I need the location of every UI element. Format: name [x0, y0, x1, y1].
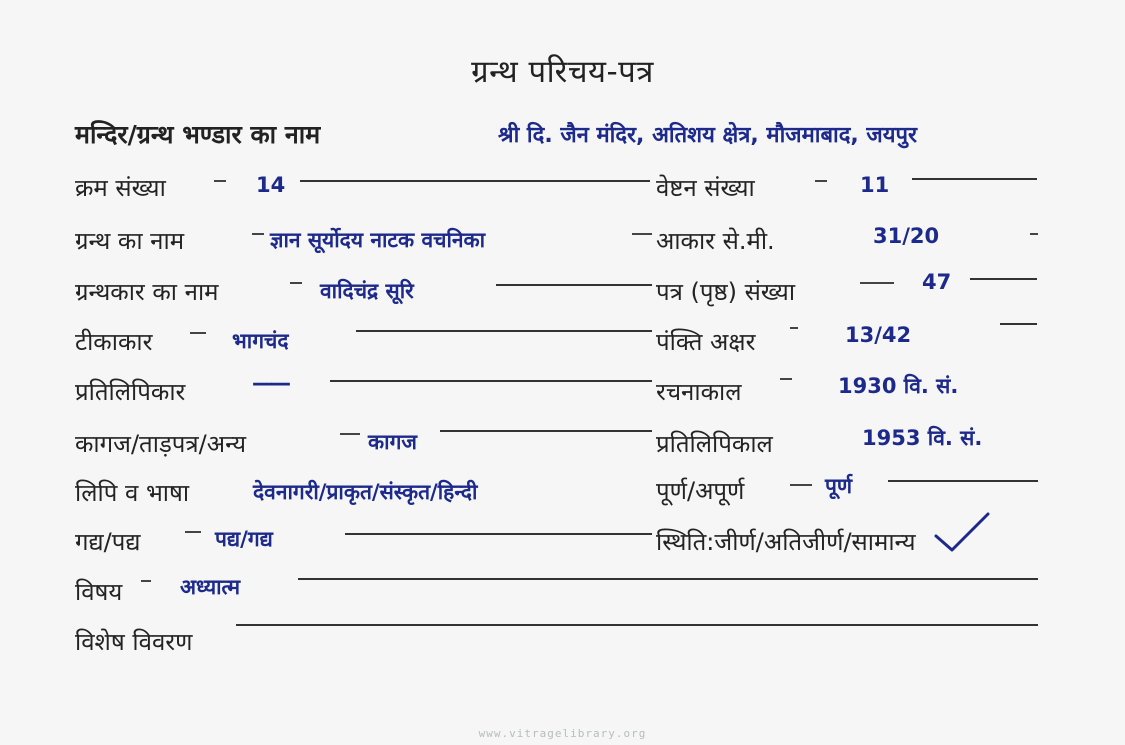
- bhandar-label: मन्दिर/ग्रन्थ भण्डार का नाम: [75, 120, 321, 149]
- tick-mark: [860, 282, 894, 284]
- composition-period-label: रचनाकाल: [656, 378, 742, 406]
- complete-incomplete-value: पूर्ण: [825, 474, 853, 498]
- field-line: [496, 284, 652, 286]
- tick-mark: [790, 327, 798, 329]
- watermark-text: www.vitragelibrary.org: [478, 727, 647, 740]
- serial-number-label: क्रम संख्या: [75, 174, 166, 202]
- field-line: [345, 533, 652, 535]
- book-name-value: ज्ञान सूर्योदय नाटक वचनिका: [270, 228, 486, 252]
- checkmark-icon: [932, 510, 992, 554]
- commentator-label: टीकाकार: [75, 328, 153, 356]
- size-label: आकार से.मी.: [656, 227, 775, 255]
- condition-label: स्थिति:जीर्ण/अतिजीर्ण/सामान्य: [656, 528, 916, 556]
- field-line: [300, 180, 650, 182]
- field-line: [236, 624, 1038, 626]
- author-value: वादिचंद्र सूरि: [320, 279, 414, 303]
- field-line: [1000, 323, 1037, 325]
- field-line: [888, 480, 1038, 482]
- copy-period-value: 1953 वि. सं.: [862, 426, 983, 450]
- prose-verse-label: गद्य/पद्य: [75, 528, 141, 556]
- form-title: ग्रन्थ परिचय-पत्र: [471, 54, 654, 90]
- tick-mark: [190, 332, 206, 334]
- tick-mark: [290, 282, 302, 284]
- material-value: कागज: [368, 430, 417, 454]
- bhandar-value: श्री दि. जैन मंदिर, अतिशय क्षेत्र, मौजमाबाद, जयपुर: [498, 123, 918, 148]
- author-label: ग्रन्थकार का नाम: [75, 278, 219, 306]
- prose-verse-value: पद्य/गद्य: [215, 527, 273, 551]
- tick-mark: [1030, 233, 1038, 235]
- tick-mark: [780, 378, 792, 380]
- tick-mark: [185, 531, 201, 533]
- field-line: [330, 380, 652, 382]
- copyist-value: ——: [252, 371, 288, 395]
- book-name-label: ग्रन्थ का नाम: [75, 227, 185, 255]
- copyist-label: प्रतिलिपिकार: [75, 378, 186, 406]
- field-line: [298, 578, 1038, 580]
- tick-mark: [214, 180, 226, 182]
- copy-period-label: प्रतिलिपिकाल: [656, 430, 773, 458]
- field-line: [970, 278, 1037, 280]
- material-label: कागज/ताड़पत्र/अन्य: [75, 430, 247, 458]
- tick-mark: [141, 580, 151, 582]
- composition-period-value: 1930 वि. सं.: [838, 374, 959, 398]
- commentator-value: भागचंद: [232, 329, 289, 353]
- tick-mark: [252, 233, 264, 235]
- bundle-number-value: 11: [860, 173, 890, 197]
- subject-label: विषय: [75, 578, 123, 606]
- bundle-number-label: वेष्टन संख्या: [656, 174, 755, 202]
- complete-incomplete-label: पूर्ण/अपूर्ण: [656, 477, 745, 505]
- page-count-value: 47: [922, 270, 952, 294]
- tick-mark: [340, 433, 360, 435]
- page-count-label: पत्र (पृष्ठ) संख्या: [656, 278, 796, 306]
- tick-mark: [790, 484, 812, 486]
- tick-mark: [815, 180, 827, 182]
- subject-value: अध्यात्म: [180, 575, 241, 599]
- tick-mark: [632, 233, 652, 235]
- size-value: 31/20: [873, 224, 940, 248]
- field-line: [912, 178, 1037, 180]
- script-language-value: देवनागरी/प्राकृत/संस्कृत/हिन्दी: [253, 480, 478, 504]
- field-line: [356, 330, 652, 332]
- field-line: [440, 430, 652, 432]
- line-letters-label: पंक्ति अक्षर: [656, 328, 756, 356]
- details-label: विशेष विवरण: [75, 628, 193, 656]
- script-language-label: लिपि व भाषा: [75, 479, 190, 507]
- line-letters-value: 13/42: [845, 323, 912, 347]
- serial-number-value: 14: [256, 173, 286, 197]
